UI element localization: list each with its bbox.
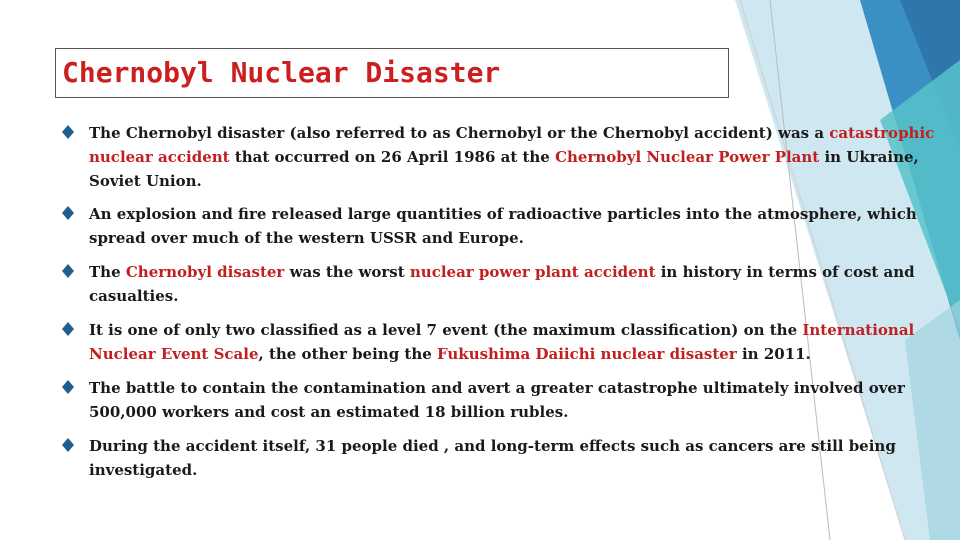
bullet-text-part: that occurred on 26 April 1986 at the	[229, 148, 556, 166]
bullet-text	[89, 202, 942, 250]
highlight-text: nuclear power plant accident	[409, 263, 656, 281]
diamond-bullet-icon	[62, 380, 74, 394]
bullet-text-part: The Chernobyl disaster (also referred to as Chernobyl or the Chernobyl accident) was a	[89, 124, 830, 142]
bullet-text	[89, 318, 942, 366]
diamond-bullet-icon	[62, 206, 74, 220]
bullet-text	[89, 434, 942, 482]
bullet-text-part: , the other being the	[258, 345, 438, 363]
bullet-text-part: in Ukraine, Soviet Union.	[89, 148, 919, 190]
diamond-bullet-icon	[62, 125, 74, 139]
bullet-text-part: The	[89, 263, 126, 281]
highlight-text: catastrophic nuclear accident	[89, 124, 935, 166]
slide-title: Chernobyl Nuclear Disaster	[62, 56, 501, 89]
bullet-text-part: The battle to contain the contamination and avert a greater catastrophe ultimately involved over 500,000 workers and cost an estimated 18 billion rubles.	[89, 379, 905, 421]
bullet-text-part: in 2011.	[736, 345, 811, 363]
highlight-text: Chernobyl disaster	[125, 263, 285, 281]
diamond-bullet-icon	[62, 264, 74, 278]
title-box	[55, 48, 729, 98]
bullet-text	[89, 376, 942, 424]
bullet-text-part: It is one of only two classified as a level 7 event (the maximum classification) on the	[89, 321, 803, 339]
bullet-text-part: was the worst	[284, 263, 410, 281]
diamond-bullet-icon	[62, 322, 74, 336]
highlight-text: International Nuclear Event Scale	[89, 321, 915, 363]
highlight-text: Chernobyl Nuclear Power Plant	[555, 148, 820, 166]
bullet-text	[89, 121, 942, 193]
diamond-bullet-icon	[62, 438, 74, 452]
bullet-text	[89, 260, 942, 308]
bullet-text-part: An explosion and fire released large quantities of radioactive particles into the atmosphere, which spread over much of the western USSR and Europe.	[89, 205, 917, 247]
bullet-text-part: During the accident itself, 31 people died , and long-term effects such as cancers are still being investigated.	[89, 437, 896, 479]
highlight-text: Fukushima Daiichi nuclear disaster	[437, 345, 737, 363]
bullet-text-part: in history in terms of cost and casualties.	[89, 263, 915, 305]
